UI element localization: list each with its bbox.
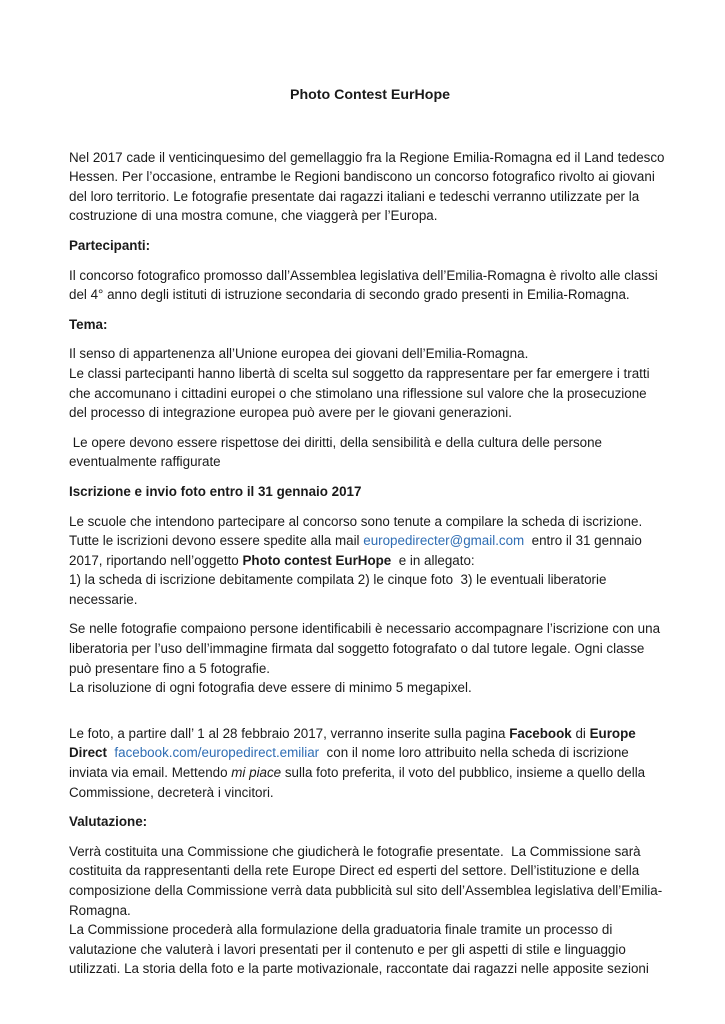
tema-line-1: Il senso di appartenenza all’Unione europea dei giovani dell’Emilia-Romagna. [69,346,529,362]
email-link[interactable]: europedirecter@gmail.com [363,533,525,549]
mi-piace-text: mi piace [231,765,282,781]
attachments-list: 1) la scheda di iscrizione debitamente compilata 2) le cinque foto 3) le eventuali liberatorie necessarie. [69,572,611,607]
valutazione-paragraph-2: La Commissione procederà alla formulazione della graduatoria finale tramite un processo di valutazione che valuterà i lavori presentati per il contenuto e per gli aspetti di stile e linguaggio utilizzati. La storia della foto e la parte motivazionale, raccontate dai ragazzi nelle apposite sezioni [69,922,649,977]
facebook-text-di: di [571,725,590,741]
section-heading-iscrizione: Iscrizione e invio foto entro il 31 gennaio 2017 [69,483,362,499]
iscrizione-text-c: e in allegato: [391,552,475,568]
intro-paragraph: Nel 2017 cade il venticinquesimo del gemellaggio fra la Regione Emilia-Romagna ed il Land tedesco Hessen. Per l’occasione, entrambe le Regioni bandiscono un concorso fotografico rivolto ai giovani del loro territorio. Le fotografie presentate dai ragazzi italiani e tedeschi verranno utilizzate per la costruzione di una mostra comune, che viaggerà per l’Europa. [69,149,665,224]
tema-note: Le opere devono essere rispettose dei diritti, della sensibilità e della cultura delle persone eventualmente raffigurate [69,434,606,470]
valutazione-text [69,842,665,979]
europe-direct-label: Europe Direct [69,725,640,761]
valutazione-paragraph-1: Verrà costituita una Commissione che giudicherà le fotografie presentate. La Commissione sarà costituita da rappresentanti della rete Europe Direct ed esperti del settore. Dell’istituzione e della composizione della Commissione verrà data pubblicità sul sito dell’Assemblea legislativa dell’Emilia-Romagna. [69,843,663,918]
page-title: Photo Contest EurHope [290,87,450,103]
spacer [69,708,665,724]
partecipanti-text: Il concorso fotografico promosso dall’Assemblea legislativa dell’Emilia-Romagna è rivolto alle classi del 4° anno degli istituti di istruzione secondaria di secondo grado presenti in Emilia-Romagna. [69,267,658,303]
iscrizione-paragraph-3 [69,724,665,802]
section-heading-partecipanti: Partecipanti: [69,237,151,253]
tema-text [69,344,665,422]
resolution-text: La risoluzione di ogni fotografia deve essere di minimo 5 megapixel. [69,680,472,696]
iscrizione-paragraph-2 [69,619,665,697]
facebook-text-c: sulla foto preferita, il voto del pubblico, insieme a quello della Commissione, decreterà i vincitori. [69,765,649,800]
section-heading-valutazione: Valutazione: [69,814,148,830]
subject-text: Photo contest EurHope [242,552,392,568]
facebook-text-a: Le foto, a partire dall’ 1 al 28 febbraio 2017, verranno inserite sulla pagina [69,725,510,741]
iscrizione-text-b: entro il 31 gennaio 2017, riportando nell’oggetto [69,533,646,568]
facebook-link[interactable]: facebook.com/europedirect.emiliar [114,745,320,761]
facebook-label: Facebook [509,725,572,741]
iscrizione-paragraph-1 [69,512,665,610]
facebook-text-b: con il nome loro attribuito nella scheda di iscrizione inviata via email. Mettendo [69,745,633,781]
liberatoria-text: Se nelle fotografie compaiono persone identificabili è necessario accompagnare l’iscrizione con una liberatoria per l’uso dell’immagine firmata dal soggetto fotografato o dal tutore legale. Ogni classe può presentare fino a 5 fotografie. [69,621,661,676]
tema-line-2: Le classi partecipanti hanno libertà di scelta sul soggetto da rappresentare per far emergere i tratti che accomunano i cittadini europei o che stimolano una riflessione sul valore che la prosecuzione del processo di integrazione europea può avere per le giovani generazioni. [69,365,650,421]
iscrizione-line-1: Le scuole che intendono partecipare al concorso sono tenute a compilare la scheda di iscrizione. [69,513,643,529]
iscrizione-text-a: Tutte le iscrizioni devono essere spedite alla mail [69,533,364,549]
section-heading-tema: Tema: [69,316,108,332]
